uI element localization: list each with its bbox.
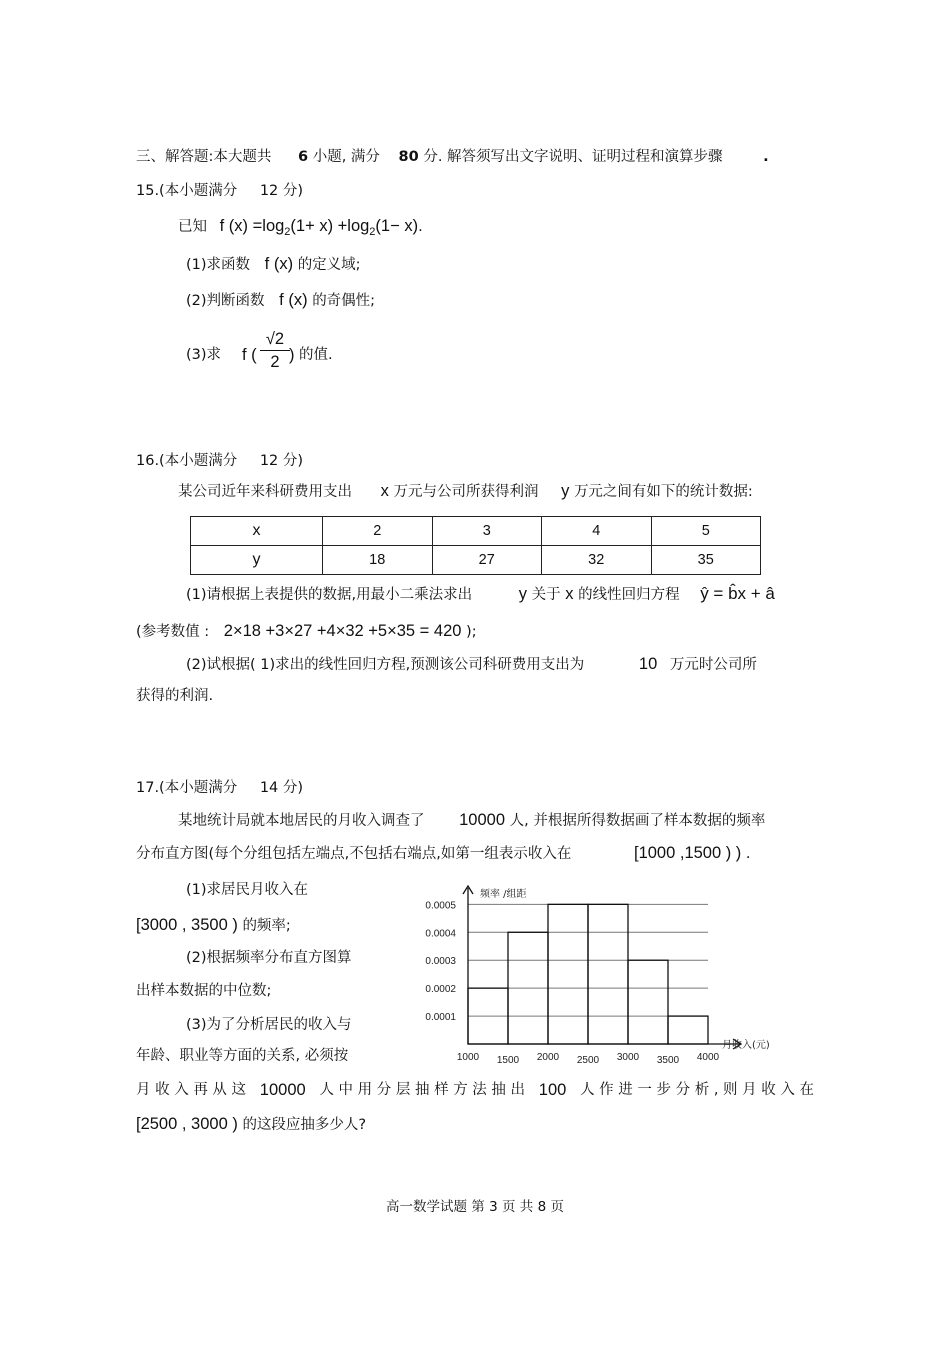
table-cell-x: 2 <box>323 517 433 546</box>
q16-var-y: y <box>561 482 570 500</box>
q15-log1: =log <box>252 217 285 235</box>
footer-text-b: 页 共 <box>502 1199 534 1215</box>
q17-part3-b: 年龄、职业等方面的关系, 必须按 <box>136 1048 349 1064</box>
q17-part3-c-line <box>136 1080 814 1100</box>
q15-fraction <box>260 328 290 373</box>
x-tick-labels <box>457 1052 720 1066</box>
table-row-y <box>191 546 761 575</box>
q16-var-x: x <box>380 482 389 500</box>
question-count: 6 <box>298 149 309 165</box>
q15-fraction-numerator: √2 <box>260 328 290 351</box>
q17-score: 14 <box>259 780 279 796</box>
q16-part1-b: 关于 <box>531 587 561 603</box>
y-tick-label: 0.0003 <box>425 956 456 968</box>
section-intro: 三、解答题:本大题共 <box>136 149 272 165</box>
q17-part1-b: 的频率; <box>242 918 291 934</box>
q15-header <box>136 181 303 201</box>
q15-end: . <box>418 219 423 235</box>
q16-part1-y: y <box>518 585 528 603</box>
q15-part2-label: (2)判断函数 <box>186 293 265 309</box>
q17-part3-d: 人 中 用 分 层 抽 样 方 法 抽 出 <box>319 1082 526 1098</box>
q15-fx: f (x) <box>219 217 249 235</box>
q17-first-interval: [1000 ,1500 ) ) <box>633 844 742 862</box>
q17-header <box>136 778 303 798</box>
q15-part1-fx: f (x) <box>264 255 294 273</box>
q16-ref-end: ); <box>466 624 477 640</box>
q17-part3-population: 10000 <box>259 1081 306 1099</box>
q17-part1-b-line <box>136 915 291 936</box>
q17-statement-line2 <box>136 843 751 864</box>
section-end: . <box>763 149 769 165</box>
x-axis-label: 月收入(元) <box>722 1040 770 1051</box>
q16-header-end: 分) <box>282 453 304 469</box>
q15-arg1: (1+ x) +log <box>290 217 370 235</box>
table-cell-y: 18 <box>323 546 433 575</box>
table-cell-y: 27 <box>432 546 542 575</box>
histogram-bar <box>668 1016 708 1044</box>
q15-part1 <box>186 254 361 275</box>
q17-part2-a: (2)根据频率分布直方图算 <box>186 950 352 966</box>
q17-header-text: 17.(本小题满分 <box>136 780 238 796</box>
histogram-bar <box>548 904 588 1044</box>
q15-part1-label: (1)求函数 <box>186 257 251 273</box>
q16-part2-a: (2)试根据( 1)求出的线性回归方程,预测该公司科研费用支出为 <box>186 657 585 673</box>
q17-stmt-end: . <box>745 846 751 862</box>
q17-part3-c: 月 收 入 再 从 这 <box>136 1082 247 1098</box>
q16-stmt-b: 万元与公司所获得利润 <box>393 484 539 500</box>
q16-part2-value: 10 <box>638 655 658 673</box>
y-tick-labels <box>425 900 456 1023</box>
q17-sample-size: 10000 <box>459 811 505 829</box>
q15-log2-base: 2 <box>369 226 376 238</box>
footer-text-a: 高一数学试题 第 <box>386 1199 485 1215</box>
q16-part2-b: 万元时公司所 <box>669 657 757 673</box>
table-cell-x: 4 <box>542 517 652 546</box>
histogram-bar <box>628 960 668 1044</box>
q15-header-end: 分) <box>282 183 304 199</box>
y-tick-label: 0.0001 <box>425 1012 456 1024</box>
q16-data-table <box>190 516 761 575</box>
q16-part2-line2: 获得的利润. <box>136 688 214 704</box>
table-cell-y: 32 <box>542 546 652 575</box>
x-tick-label: 4000 <box>696 1052 720 1063</box>
q16-reference <box>136 621 477 642</box>
q16-part1-x: x <box>565 585 574 603</box>
y-axis-label: 频率 /组距 <box>480 889 527 900</box>
total-score: 80 <box>398 149 419 165</box>
page-footer <box>0 1195 950 1215</box>
q17-part3-f: 的这段应抽多少人? <box>242 1117 367 1133</box>
q16-regression-eq: ŷ = b̂x + â <box>700 584 775 603</box>
x-tick-label: 2000 <box>536 1052 560 1063</box>
table-header-y: y <box>191 546 323 575</box>
q17-part3-a: (3)为了分析居民的收入与 <box>186 1017 352 1033</box>
q16-part1 <box>186 584 775 605</box>
q17-part1-interval: [3000 , 3500 ) <box>136 916 238 934</box>
q15-part3-close: ) <box>289 346 295 364</box>
section-heading <box>136 147 769 167</box>
q16-stmt-c: 万元之间有如下的统计数据: <box>573 484 753 500</box>
q15-part3-f: f ( <box>242 346 257 364</box>
q15-part3-tail: 的值. <box>299 347 333 363</box>
footer-page-number: 3 <box>489 1199 498 1215</box>
q17-header-end: 分) <box>282 780 304 796</box>
q17-part1-a: (1)求居民月收入在 <box>186 882 309 898</box>
q17-stmt-b: 人, 并根据所得数据画了样本数据的频率 <box>509 813 766 829</box>
q15-arg2: (1− x) <box>375 217 419 235</box>
q17-stmt-line2: 分布直方图(每个分组包括左端点,不包括右端点,如第一组表示收入在 <box>136 846 572 862</box>
q15-part2 <box>186 290 375 311</box>
table-cell-x: 5 <box>651 517 761 546</box>
q17-part3-f-line <box>136 1114 366 1135</box>
x-tick-label: 1500 <box>496 1055 520 1066</box>
y-tick-label: 0.0005 <box>425 900 456 912</box>
table-cell-y: 35 <box>651 546 761 575</box>
q17-part3-sample: 100 <box>538 1081 567 1099</box>
q15-fraction-denominator: 2 <box>270 353 280 371</box>
q16-header-text: 16.(本小题满分 <box>136 453 238 469</box>
footer-total-pages: 8 <box>537 1199 547 1215</box>
q17-statement <box>178 810 765 831</box>
table-cell-x: 3 <box>432 517 542 546</box>
q15-part2-tail: 的奇偶性; <box>312 293 376 309</box>
table-row-x <box>191 517 761 546</box>
q15-score: 12 <box>259 183 279 199</box>
q17-part3-interval: [2500 , 3000 ) <box>136 1115 238 1133</box>
histogram-axes <box>463 886 741 1049</box>
q15-part3-label: (3)求 <box>186 347 222 363</box>
x-tick-label: 2500 <box>576 1055 600 1066</box>
y-tick-label: 0.0002 <box>425 984 456 996</box>
footer-text-c: 页 <box>550 1199 564 1215</box>
q17-part3-e: 人 作 进 一 步 分 析 , 则 月 收 入 在 <box>580 1082 814 1098</box>
q15-log1-base: 2 <box>284 226 291 238</box>
section-mid2: 分. 解答须写出文字说明、证明过程和演算步骤 <box>423 149 723 165</box>
x-tick-label: 3000 <box>616 1052 640 1063</box>
q16-header <box>136 451 303 471</box>
q15-statement <box>178 216 423 242</box>
frequency-histogram <box>400 882 800 1082</box>
q16-stmt-a: 某公司近年来科研费用支出 <box>178 484 352 500</box>
q16-ref-label: (参考数值 : <box>136 624 210 640</box>
q17-part2-b: 出样本数据的中位数; <box>136 983 272 999</box>
q16-ref-value: 2×18 +3×27 +4×32 +5×35 = 420 <box>223 622 462 640</box>
x-tick-label: 1000 <box>456 1052 480 1063</box>
q17-stmt-a: 某地统计局就本地居民的月收入调查了 <box>178 813 425 829</box>
q16-part1-c: 的线性回归方程 <box>578 587 680 603</box>
q15-part2-fx: f (x) <box>279 291 308 309</box>
histogram-bars <box>468 904 708 1044</box>
q15-part1-tail: 的定义域; <box>297 257 361 273</box>
q16-statement <box>178 481 753 502</box>
y-tick-label: 0.0004 <box>425 928 456 940</box>
histogram-bar <box>588 904 628 1044</box>
q16-score: 12 <box>259 453 279 469</box>
q15-intro: 已知 <box>178 219 207 235</box>
x-tick-label: 3500 <box>656 1055 680 1066</box>
section-mid1: 小题, 满分 <box>312 149 380 165</box>
q16-part2 <box>186 654 757 675</box>
q15-header-text: 15.(本小题满分 <box>136 183 238 199</box>
q16-part1-a: (1)请根据上表提供的数据,用最小二乘法求出 <box>186 587 473 603</box>
table-header-x: x <box>191 517 323 546</box>
